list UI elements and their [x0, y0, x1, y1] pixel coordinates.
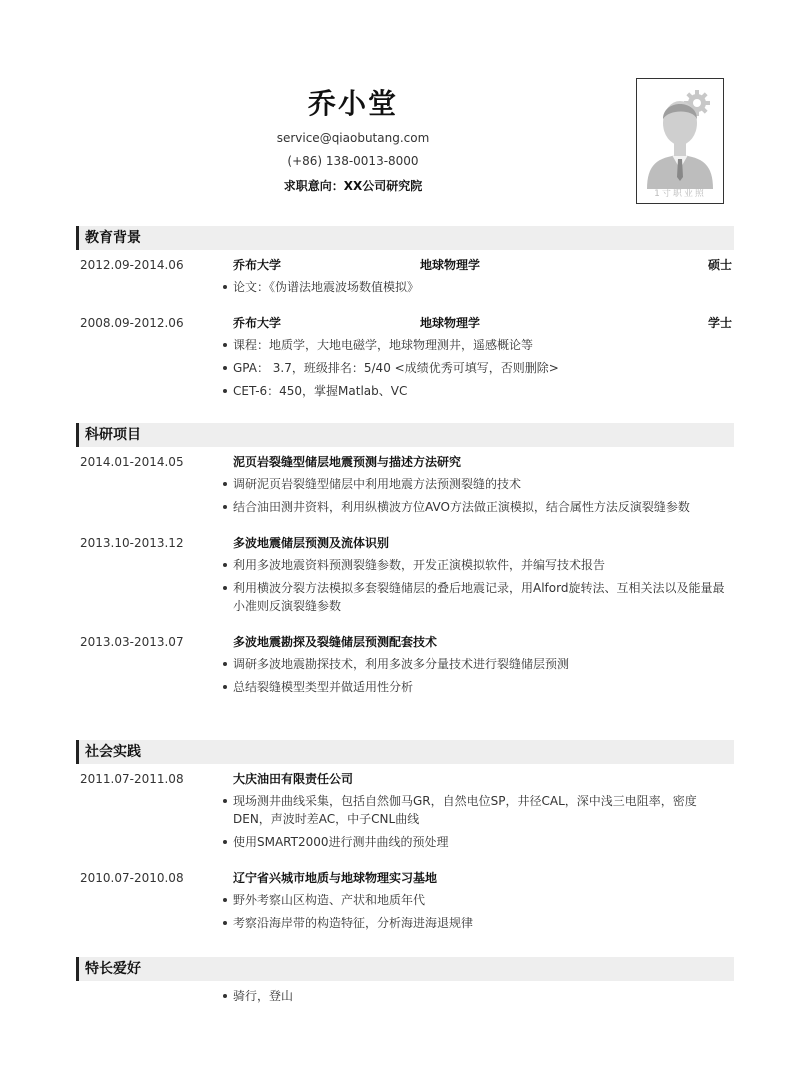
practice-section	[76, 740, 734, 937]
entry-date: 2011.07-2011.08	[80, 772, 184, 786]
major-name: 地球物理学	[420, 258, 481, 272]
entry-date: 2008.09-2012.06	[80, 316, 184, 330]
company-name: 大庆油田有限责任公司	[233, 772, 354, 786]
degree-name: 学士	[707, 316, 732, 330]
education-entry	[76, 314, 734, 400]
major-name: 地球物理学	[420, 316, 481, 330]
phone-text: (+86) 138-0013-8000	[287, 154, 419, 168]
research-entry	[76, 633, 734, 696]
entry-date: 2014.01-2014.05	[80, 455, 184, 469]
entry-date: 2013.03-2013.07	[80, 635, 184, 649]
section-title-education: 教育背景	[76, 226, 734, 250]
project-name: 多波地震储层预测及流体识别	[233, 536, 390, 550]
resume-name: 乔小堂	[307, 87, 398, 120]
research-entry	[76, 453, 734, 516]
list-item: CET-6：450，掌握Matlab、VC	[233, 382, 734, 400]
list-item: 论文：《伪谱法地震波场数值模拟》	[233, 278, 734, 296]
research-entry	[76, 534, 734, 615]
job-intent: 求职意向：XX公司研究院	[283, 179, 423, 193]
section-title-hobbies: 特长爱好	[76, 957, 734, 981]
list-item: 现场测井曲线采集，包括自然伽马GR，自然电位SP，井径CAL，深中浅三电阻率，密度DEN，声波时差AC，中子CNL曲线	[233, 792, 734, 828]
degree-name: 硕士	[707, 258, 732, 272]
list-item: 课程：地质学，大地电磁学，地球物理测井，遥感概论等	[233, 336, 734, 354]
school-name: 乔布大学	[233, 258, 282, 272]
profile-photo	[636, 78, 724, 204]
list-item: 利用横波分裂方法模拟多套裂缝储层的叠后地震记录，用Alford旋转法、互相关法以及能量最小准则反演裂缝参数	[233, 579, 734, 615]
photo-label: 1寸职业照	[654, 189, 706, 199]
list-item: 野外考察山区构造、产状和地质年代	[233, 891, 734, 909]
entry-date: 2012.09-2014.06	[80, 258, 184, 272]
list-item: 骑行，登山	[233, 987, 734, 1005]
email-text: service@qiaobutang.com	[276, 131, 430, 145]
entry-date: 2010.07-2010.08	[80, 871, 184, 885]
person-silhouette-icon	[643, 85, 717, 191]
company-name: 辽宁省兴城市地质与地球物理实习基地	[233, 871, 438, 885]
practice-entry	[76, 770, 734, 851]
practice-entry	[76, 869, 734, 932]
education-section	[76, 226, 734, 405]
list-item: 调研多波地震勘探技术，利用多波多分量技术进行裂缝储层预测	[233, 655, 734, 673]
hobbies-section	[76, 957, 734, 1010]
list-item: 利用多波地震资料预测裂缝参数，开发正演模拟软件，并编写技术报告	[233, 556, 734, 574]
school-name: 乔布大学	[233, 316, 282, 330]
list-item: 考察沿海岸带的构造特征，分析海进海退规律	[233, 914, 734, 932]
list-item: 结合油田测井资料，利用纵横波方位AVO方法做正演模拟，结合属性方法反演裂缝参数	[233, 498, 734, 516]
list-item: GPA： 3.7，班级排名：5/40 <成绩优秀可填写，否则删除>	[233, 359, 734, 377]
list-item: 调研泥页岩裂缝型储层中利用地震方法预测裂缝的技术	[233, 475, 734, 493]
entry-date: 2013.10-2013.12	[80, 536, 184, 550]
research-section	[76, 423, 734, 701]
education-entry	[76, 256, 734, 296]
list-item: 使用SMART2000进行测井曲线的预处理	[233, 833, 734, 851]
section-title-research: 科研项目	[76, 423, 734, 447]
project-name: 泥页岩裂缝型储层地震预测与描述方法研究	[233, 455, 462, 469]
project-name: 多波地震勘探及裂缝储层预测配套技术	[233, 635, 438, 649]
list-item: 总结裂缝模型类型并做适用性分析	[233, 678, 734, 696]
section-title-practice: 社会实践	[76, 740, 734, 764]
